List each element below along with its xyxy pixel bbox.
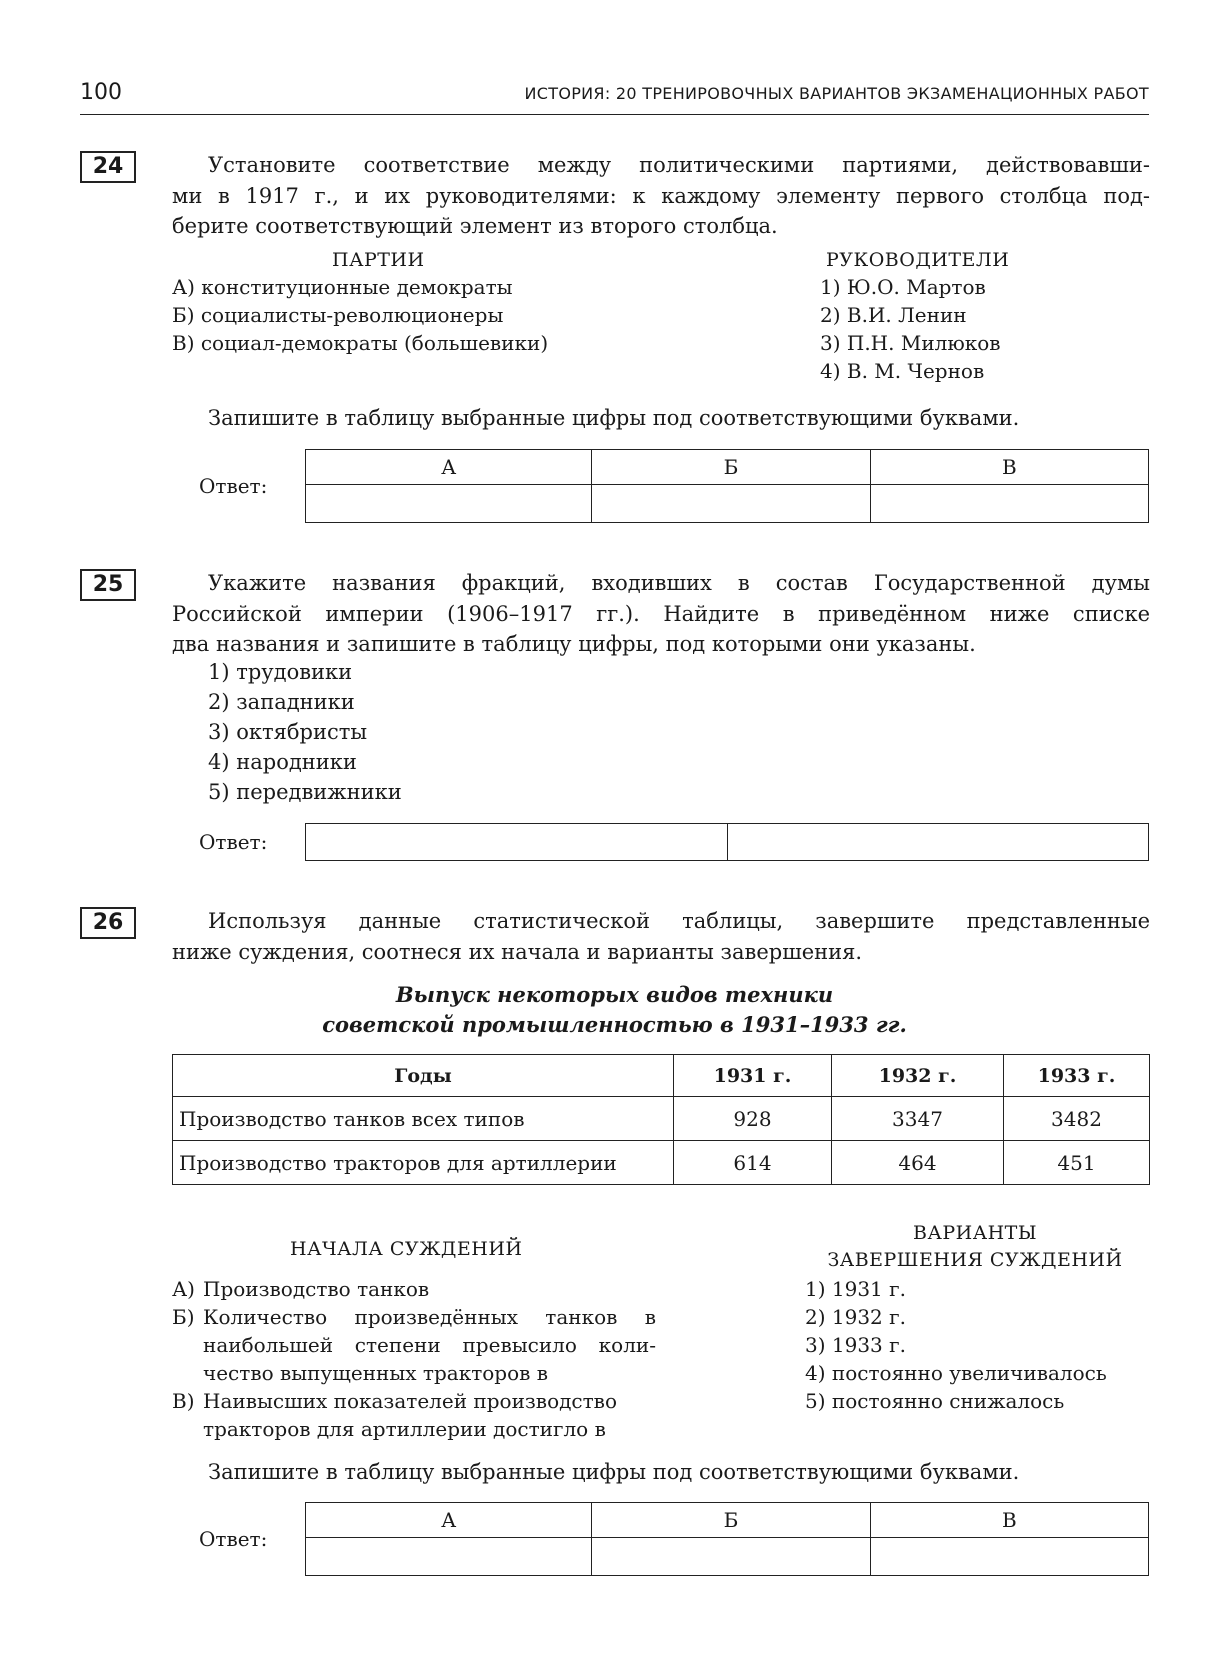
q26-ending-3: 3) 1933 г. — [805, 1333, 906, 1357]
q25-option-3: 3) октябристы — [208, 720, 368, 744]
running-title: ИСТОРИЯ: 20 ТРЕНИРОВОЧНЫХ ВАРИАНТОВ ЭКЗАМЕНАЦИОННЫХ РАБОТ — [524, 84, 1149, 103]
question-number-24: 24 — [80, 151, 136, 183]
q24-instruction: Запишите в таблицу выбранные цифры под соответствующими буквами. — [208, 406, 1020, 430]
q26-endings-header-line-1: ВАРИАНТЫ — [912, 1222, 1038, 1244]
q24-answer-label: Ответ: — [199, 474, 268, 498]
q26-beginning-b-line-2: наибольшей степени превысило коли- — [203, 1333, 656, 1357]
q26-endings-header-line-2: ЗАВЕРШЕНИЯ СУЖДЕНИЙ — [827, 1249, 1123, 1271]
stat-row-label: Производство танков всех типов — [173, 1097, 674, 1141]
q26-ending-1: 1) 1931 г. — [805, 1277, 906, 1301]
stat-header-1933: 1933 г. — [1004, 1055, 1150, 1097]
q26-answer-table — [305, 1502, 1149, 1576]
stat-header-years: Годы — [173, 1055, 674, 1097]
q25-text — [172, 568, 1150, 660]
table-row — [173, 1141, 1150, 1185]
stat-cell: 928 — [674, 1097, 832, 1141]
table-row — [173, 1097, 1150, 1141]
q26-beginning-c-line-2: тракторов для артиллерии достигло в — [203, 1417, 606, 1441]
q24-leader-3: 3) П.Н. Милюков — [820, 331, 1001, 355]
q24-text — [172, 150, 1150, 242]
q24-text-line: ми в 1917 г., и их руководителями: к каждому элементу первого столбца под- — [172, 183, 1150, 208]
q24-party-a: А) конституционные демократы — [172, 275, 513, 299]
q26-text-line: Используя данные статистической таблицы, завершите представленные — [208, 909, 1150, 933]
q26-text — [172, 906, 1150, 967]
q26-beginning-b-line-1: Количество произведённых танков в — [203, 1305, 656, 1329]
q26-answer-header-c: В — [870, 1503, 1148, 1538]
page-number: 100 — [80, 80, 122, 105]
q25-answer-label: Ответ: — [199, 830, 268, 854]
q24-leader-2: 2) В.И. Ленин — [820, 303, 967, 327]
q25-option-4: 4) народники — [208, 750, 357, 774]
q26-answer-cell-a[interactable] — [306, 1538, 592, 1576]
q26-beginning-a-letter: А) — [172, 1277, 195, 1301]
q26-ending-2: 2) 1932 г. — [805, 1305, 906, 1329]
q26-beginning-b-letter: Б) — [172, 1305, 195, 1329]
q26-beginning-c-letter: В) — [172, 1389, 195, 1413]
q26-beginnings-header: НАЧАЛА СУЖДЕНИЙ — [290, 1238, 523, 1260]
question-number-26: 26 — [80, 907, 136, 939]
q26-answer-cell-b[interactable] — [592, 1538, 870, 1576]
stat-cell: 464 — [832, 1141, 1004, 1185]
q24-answer-header-c: В — [870, 450, 1148, 485]
stat-cell: 3482 — [1004, 1097, 1150, 1141]
stat-row-label: Производство тракторов для артиллерии — [173, 1141, 674, 1185]
q26-beginning-c-line-1: Наивысших показателей производство — [203, 1389, 617, 1413]
q26-instruction: Запишите в таблицу выбранные цифры под соответствующими буквами. — [208, 1460, 1020, 1484]
q24-party-b: Б) социалисты-революционеры — [172, 303, 504, 327]
q24-party-c: В) социал-демократы (большевики) — [172, 331, 549, 355]
q25-option-1: 1) трудовики — [208, 660, 353, 684]
q24-leaders-header: РУКОВОДИТЕЛИ — [826, 249, 1010, 271]
stat-header-1931: 1931 г. — [674, 1055, 832, 1097]
q26-answer-header-a: А — [306, 1503, 592, 1538]
q25-text-line: Укажите названия фракций, входивших в состав Государственной думы — [208, 571, 1150, 595]
stat-cell: 614 — [674, 1141, 832, 1185]
q25-answer-table — [305, 823, 1149, 861]
q24-answer-cell-a[interactable] — [306, 485, 592, 523]
q24-text-line: Установите соответствие между политическими партиями, действовавши- — [208, 153, 1150, 177]
q26-table-caption-line-2: советской промышленностью в 1931–1933 гг. — [322, 1012, 907, 1037]
q26-answer-label: Ответ: — [199, 1527, 268, 1551]
q24-answer-cell-b[interactable] — [592, 485, 870, 523]
stat-cell: 451 — [1004, 1141, 1150, 1185]
q24-text-line: берите соответствующий элемент из второго столбца. — [172, 214, 778, 238]
q26-beginning-b-line-3: чество выпущенных тракторов в — [203, 1361, 549, 1385]
q24-parties-header: ПАРТИИ — [332, 249, 425, 271]
q26-text-line: ниже суждения, соотнеся их начала и варианты завершения. — [172, 939, 863, 964]
stat-header-1932: 1932 г. — [832, 1055, 1004, 1097]
q25-answer-cell-1[interactable] — [306, 824, 728, 861]
question-number-25: 25 — [80, 569, 136, 601]
q26-ending-5: 5) постоянно снижалось — [805, 1389, 1065, 1413]
q26-answer-header-b: Б — [592, 1503, 870, 1538]
header-divider — [80, 114, 1149, 115]
q25-option-2: 2) западники — [208, 690, 355, 714]
q26-stat-table — [172, 1054, 1150, 1185]
q25-text-line: Российской империи (1906–1917 гг.). Найдите в приведённом ниже списке — [172, 601, 1150, 626]
q25-text-line: два названия и запишите в таблицу цифры, под которыми они указаны. — [172, 632, 976, 656]
q25-answer-cell-2[interactable] — [727, 824, 1149, 861]
q26-table-caption-line-1: Выпуск некоторых видов техники — [395, 982, 834, 1007]
q26-ending-4: 4) постоянно увеличивалось — [805, 1361, 1107, 1385]
q24-answer-header-b: Б — [592, 450, 870, 485]
q24-answer-table — [305, 449, 1149, 523]
q26-answer-cell-c[interactable] — [870, 1538, 1148, 1576]
q25-option-5: 5) передвижники — [208, 780, 402, 804]
q24-leader-4: 4) В. М. Чернов — [820, 359, 985, 383]
q24-leader-1: 1) Ю.О. Мартов — [820, 275, 986, 299]
stat-cell: 3347 — [832, 1097, 1004, 1141]
q24-answer-cell-c[interactable] — [870, 485, 1148, 523]
q24-answer-header-a: А — [306, 450, 592, 485]
q26-beginning-a: Производство танков — [203, 1277, 430, 1301]
